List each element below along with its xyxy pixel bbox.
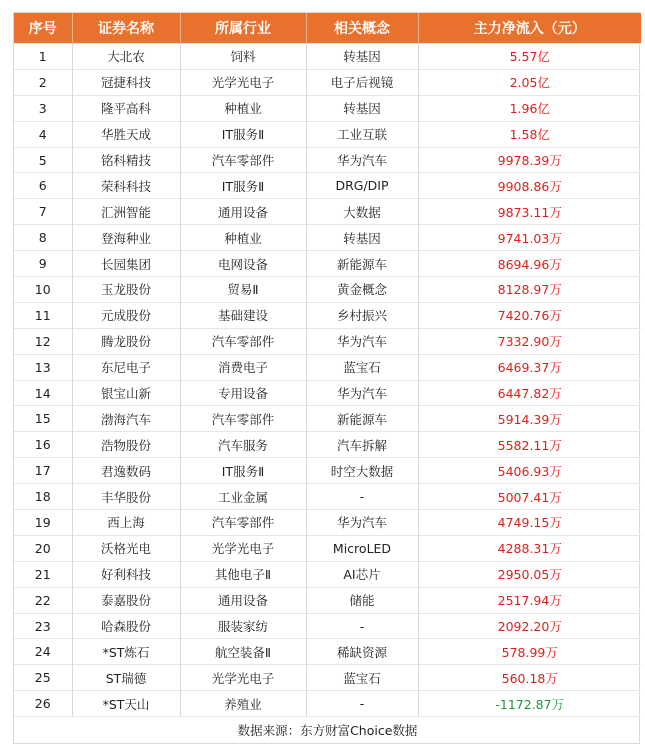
cell-concept: 工业互联 (306, 121, 418, 147)
cell-concept: 稀缺资源 (306, 639, 418, 665)
cell-name: 好利科技 (72, 561, 180, 587)
cell-industry: IT服务Ⅱ (180, 121, 306, 147)
cell-no: 11 (14, 302, 72, 328)
cell-no: 23 (14, 613, 72, 639)
table-row (14, 665, 641, 691)
cell-flow: 1.96亿 (418, 95, 641, 121)
table-row (14, 432, 641, 458)
cell-flow: 5582.11万 (418, 432, 641, 458)
cell-industry: 汽车零部件 (180, 406, 306, 432)
cell-flow: 2517.94万 (418, 587, 641, 613)
cell-industry: 种植业 (180, 95, 306, 121)
cell-name: *ST炼石 (72, 639, 180, 665)
cell-industry: 光学光电子 (180, 535, 306, 561)
cell-flow: 7332.90万 (418, 328, 641, 354)
table-row (14, 484, 641, 510)
header-name: 证券名称 (72, 13, 180, 44)
cell-concept: - (306, 484, 418, 510)
cell-name: 腾龙股份 (72, 328, 180, 354)
cell-concept: 华为汽车 (306, 510, 418, 536)
cell-flow: 2.05亿 (418, 69, 641, 95)
table-row (14, 510, 641, 536)
cell-name: 冠捷科技 (72, 69, 180, 95)
source-note: 数据来源：东方财富Choice数据 (14, 717, 641, 744)
cell-concept: 储能 (306, 587, 418, 613)
table-row (14, 639, 641, 665)
cell-no: 7 (14, 199, 72, 225)
cell-industry: 消费电子 (180, 354, 306, 380)
source-row (14, 717, 641, 744)
cell-name: 丰华股份 (72, 484, 180, 510)
cell-concept: 华为汽车 (306, 328, 418, 354)
table-row (14, 380, 641, 406)
cell-concept: 新能源车 (306, 251, 418, 277)
cell-name: 东尼电子 (72, 354, 180, 380)
cell-industry: 专用设备 (180, 380, 306, 406)
table-row (14, 121, 641, 147)
table-row (14, 44, 641, 70)
cell-name: 银宝山新 (72, 380, 180, 406)
cell-industry: 养殖业 (180, 691, 306, 717)
cell-flow: 9978.39万 (418, 147, 641, 173)
cell-industry: 服装家纺 (180, 613, 306, 639)
cell-flow: 4288.31万 (418, 535, 641, 561)
cell-name: 浩物股份 (72, 432, 180, 458)
cell-no: 20 (14, 535, 72, 561)
cell-name: 玉龙股份 (72, 277, 180, 303)
table-row (14, 251, 641, 277)
table-row (14, 354, 641, 380)
header-no: 序号 (14, 13, 72, 44)
cell-no: 16 (14, 432, 72, 458)
cell-no: 4 (14, 121, 72, 147)
cell-name: 铭科精技 (72, 147, 180, 173)
cell-concept: MicroLED (306, 535, 418, 561)
cell-name: 元成股份 (72, 302, 180, 328)
cell-name: 君逸数码 (72, 458, 180, 484)
cell-concept: 转基因 (306, 225, 418, 251)
cell-name: 泰嘉股份 (72, 587, 180, 613)
cell-concept: 大数据 (306, 199, 418, 225)
table-row (14, 406, 641, 432)
table-row (14, 95, 641, 121)
fund-flow-table (14, 13, 641, 743)
cell-concept: 时空大数据 (306, 458, 418, 484)
cell-industry: 汽车零部件 (180, 147, 306, 173)
table-header-row (14, 13, 641, 44)
cell-concept: 汽车拆解 (306, 432, 418, 458)
cell-concept: 转基因 (306, 44, 418, 70)
cell-industry: 基础建设 (180, 302, 306, 328)
cell-no: 8 (14, 225, 72, 251)
table-row (14, 613, 641, 639)
cell-industry: 通用设备 (180, 199, 306, 225)
cell-no: 21 (14, 561, 72, 587)
cell-flow: 2950.05万 (418, 561, 641, 587)
cell-flow: 560.18万 (418, 665, 641, 691)
cell-industry: IT服务Ⅱ (180, 173, 306, 199)
table-row (14, 328, 641, 354)
cell-name: *ST天山 (72, 691, 180, 717)
cell-no: 2 (14, 69, 72, 95)
cell-name: 华胜天成 (72, 121, 180, 147)
cell-industry: IT服务Ⅱ (180, 458, 306, 484)
cell-no: 14 (14, 380, 72, 406)
cell-industry: 电网设备 (180, 251, 306, 277)
cell-industry: 光学光电子 (180, 69, 306, 95)
table-row (14, 691, 641, 717)
table-row (14, 587, 641, 613)
table-row (14, 561, 641, 587)
cell-name: 汇洲智能 (72, 199, 180, 225)
cell-flow: 8694.96万 (418, 251, 641, 277)
cell-industry: 种植业 (180, 225, 306, 251)
cell-industry: 贸易Ⅱ (180, 277, 306, 303)
cell-concept: DRG/DIP (306, 173, 418, 199)
cell-concept: 乡村振兴 (306, 302, 418, 328)
table-row (14, 69, 641, 95)
cell-name: 渤海汽车 (72, 406, 180, 432)
cell-flow: 7420.76万 (418, 302, 641, 328)
cell-concept: 黄金概念 (306, 277, 418, 303)
cell-flow: 5406.93万 (418, 458, 641, 484)
header-concept: 相关概念 (306, 13, 418, 44)
cell-name: 荣科科技 (72, 173, 180, 199)
table-row (14, 458, 641, 484)
cell-no: 10 (14, 277, 72, 303)
table-row (14, 147, 641, 173)
fund-flow-table-container (13, 12, 640, 744)
cell-flow: 1.58亿 (418, 121, 641, 147)
cell-flow: -1172.87万 (418, 691, 641, 717)
cell-concept: 华为汽车 (306, 147, 418, 173)
cell-industry: 工业金属 (180, 484, 306, 510)
cell-concept: AI芯片 (306, 561, 418, 587)
cell-no: 22 (14, 587, 72, 613)
cell-concept: 转基因 (306, 95, 418, 121)
cell-name: 登海种业 (72, 225, 180, 251)
header-flow: 主力净流入（元） (418, 13, 641, 44)
cell-concept: 新能源车 (306, 406, 418, 432)
cell-no: 13 (14, 354, 72, 380)
cell-name: 西上海 (72, 510, 180, 536)
header-industry: 所属行业 (180, 13, 306, 44)
cell-flow: 2092.20万 (418, 613, 641, 639)
cell-concept: 华为汽车 (306, 380, 418, 406)
cell-concept: - (306, 613, 418, 639)
table-row (14, 173, 641, 199)
cell-concept: 蓝宝石 (306, 354, 418, 380)
cell-no: 25 (14, 665, 72, 691)
table-row (14, 535, 641, 561)
cell-flow: 9873.11万 (418, 199, 641, 225)
cell-name: 沃格光电 (72, 535, 180, 561)
table-body (14, 44, 641, 717)
cell-flow: 9908.86万 (418, 173, 641, 199)
cell-name: 哈森股份 (72, 613, 180, 639)
table-row (14, 225, 641, 251)
cell-no: 17 (14, 458, 72, 484)
table-row (14, 277, 641, 303)
cell-flow: 578.99万 (418, 639, 641, 665)
table-row (14, 199, 641, 225)
cell-industry: 饲料 (180, 44, 306, 70)
cell-flow: 6469.37万 (418, 354, 641, 380)
cell-flow: 4749.15万 (418, 510, 641, 536)
table-row (14, 302, 641, 328)
cell-no: 15 (14, 406, 72, 432)
cell-industry: 通用设备 (180, 587, 306, 613)
cell-name: 长园集团 (72, 251, 180, 277)
cell-flow: 5.57亿 (418, 44, 641, 70)
cell-no: 24 (14, 639, 72, 665)
cell-concept: 蓝宝石 (306, 665, 418, 691)
cell-industry: 光学光电子 (180, 665, 306, 691)
cell-no: 6 (14, 173, 72, 199)
cell-industry: 汽车零部件 (180, 510, 306, 536)
cell-flow: 8128.97万 (418, 277, 641, 303)
cell-name: 隆平高科 (72, 95, 180, 121)
cell-industry: 其他电子Ⅱ (180, 561, 306, 587)
cell-concept: 电子后视镜 (306, 69, 418, 95)
cell-no: 3 (14, 95, 72, 121)
cell-flow: 5007.41万 (418, 484, 641, 510)
cell-flow: 6447.82万 (418, 380, 641, 406)
cell-industry: 航空装备Ⅱ (180, 639, 306, 665)
cell-flow: 5914.39万 (418, 406, 641, 432)
cell-no: 26 (14, 691, 72, 717)
cell-no: 1 (14, 44, 72, 70)
cell-no: 19 (14, 510, 72, 536)
cell-industry: 汽车服务 (180, 432, 306, 458)
cell-industry: 汽车零部件 (180, 328, 306, 354)
cell-no: 18 (14, 484, 72, 510)
cell-name: 大北农 (72, 44, 180, 70)
cell-concept: - (306, 691, 418, 717)
cell-name: ST瑞德 (72, 665, 180, 691)
cell-no: 12 (14, 328, 72, 354)
cell-no: 9 (14, 251, 72, 277)
cell-no: 5 (14, 147, 72, 173)
cell-flow: 9741.03万 (418, 225, 641, 251)
